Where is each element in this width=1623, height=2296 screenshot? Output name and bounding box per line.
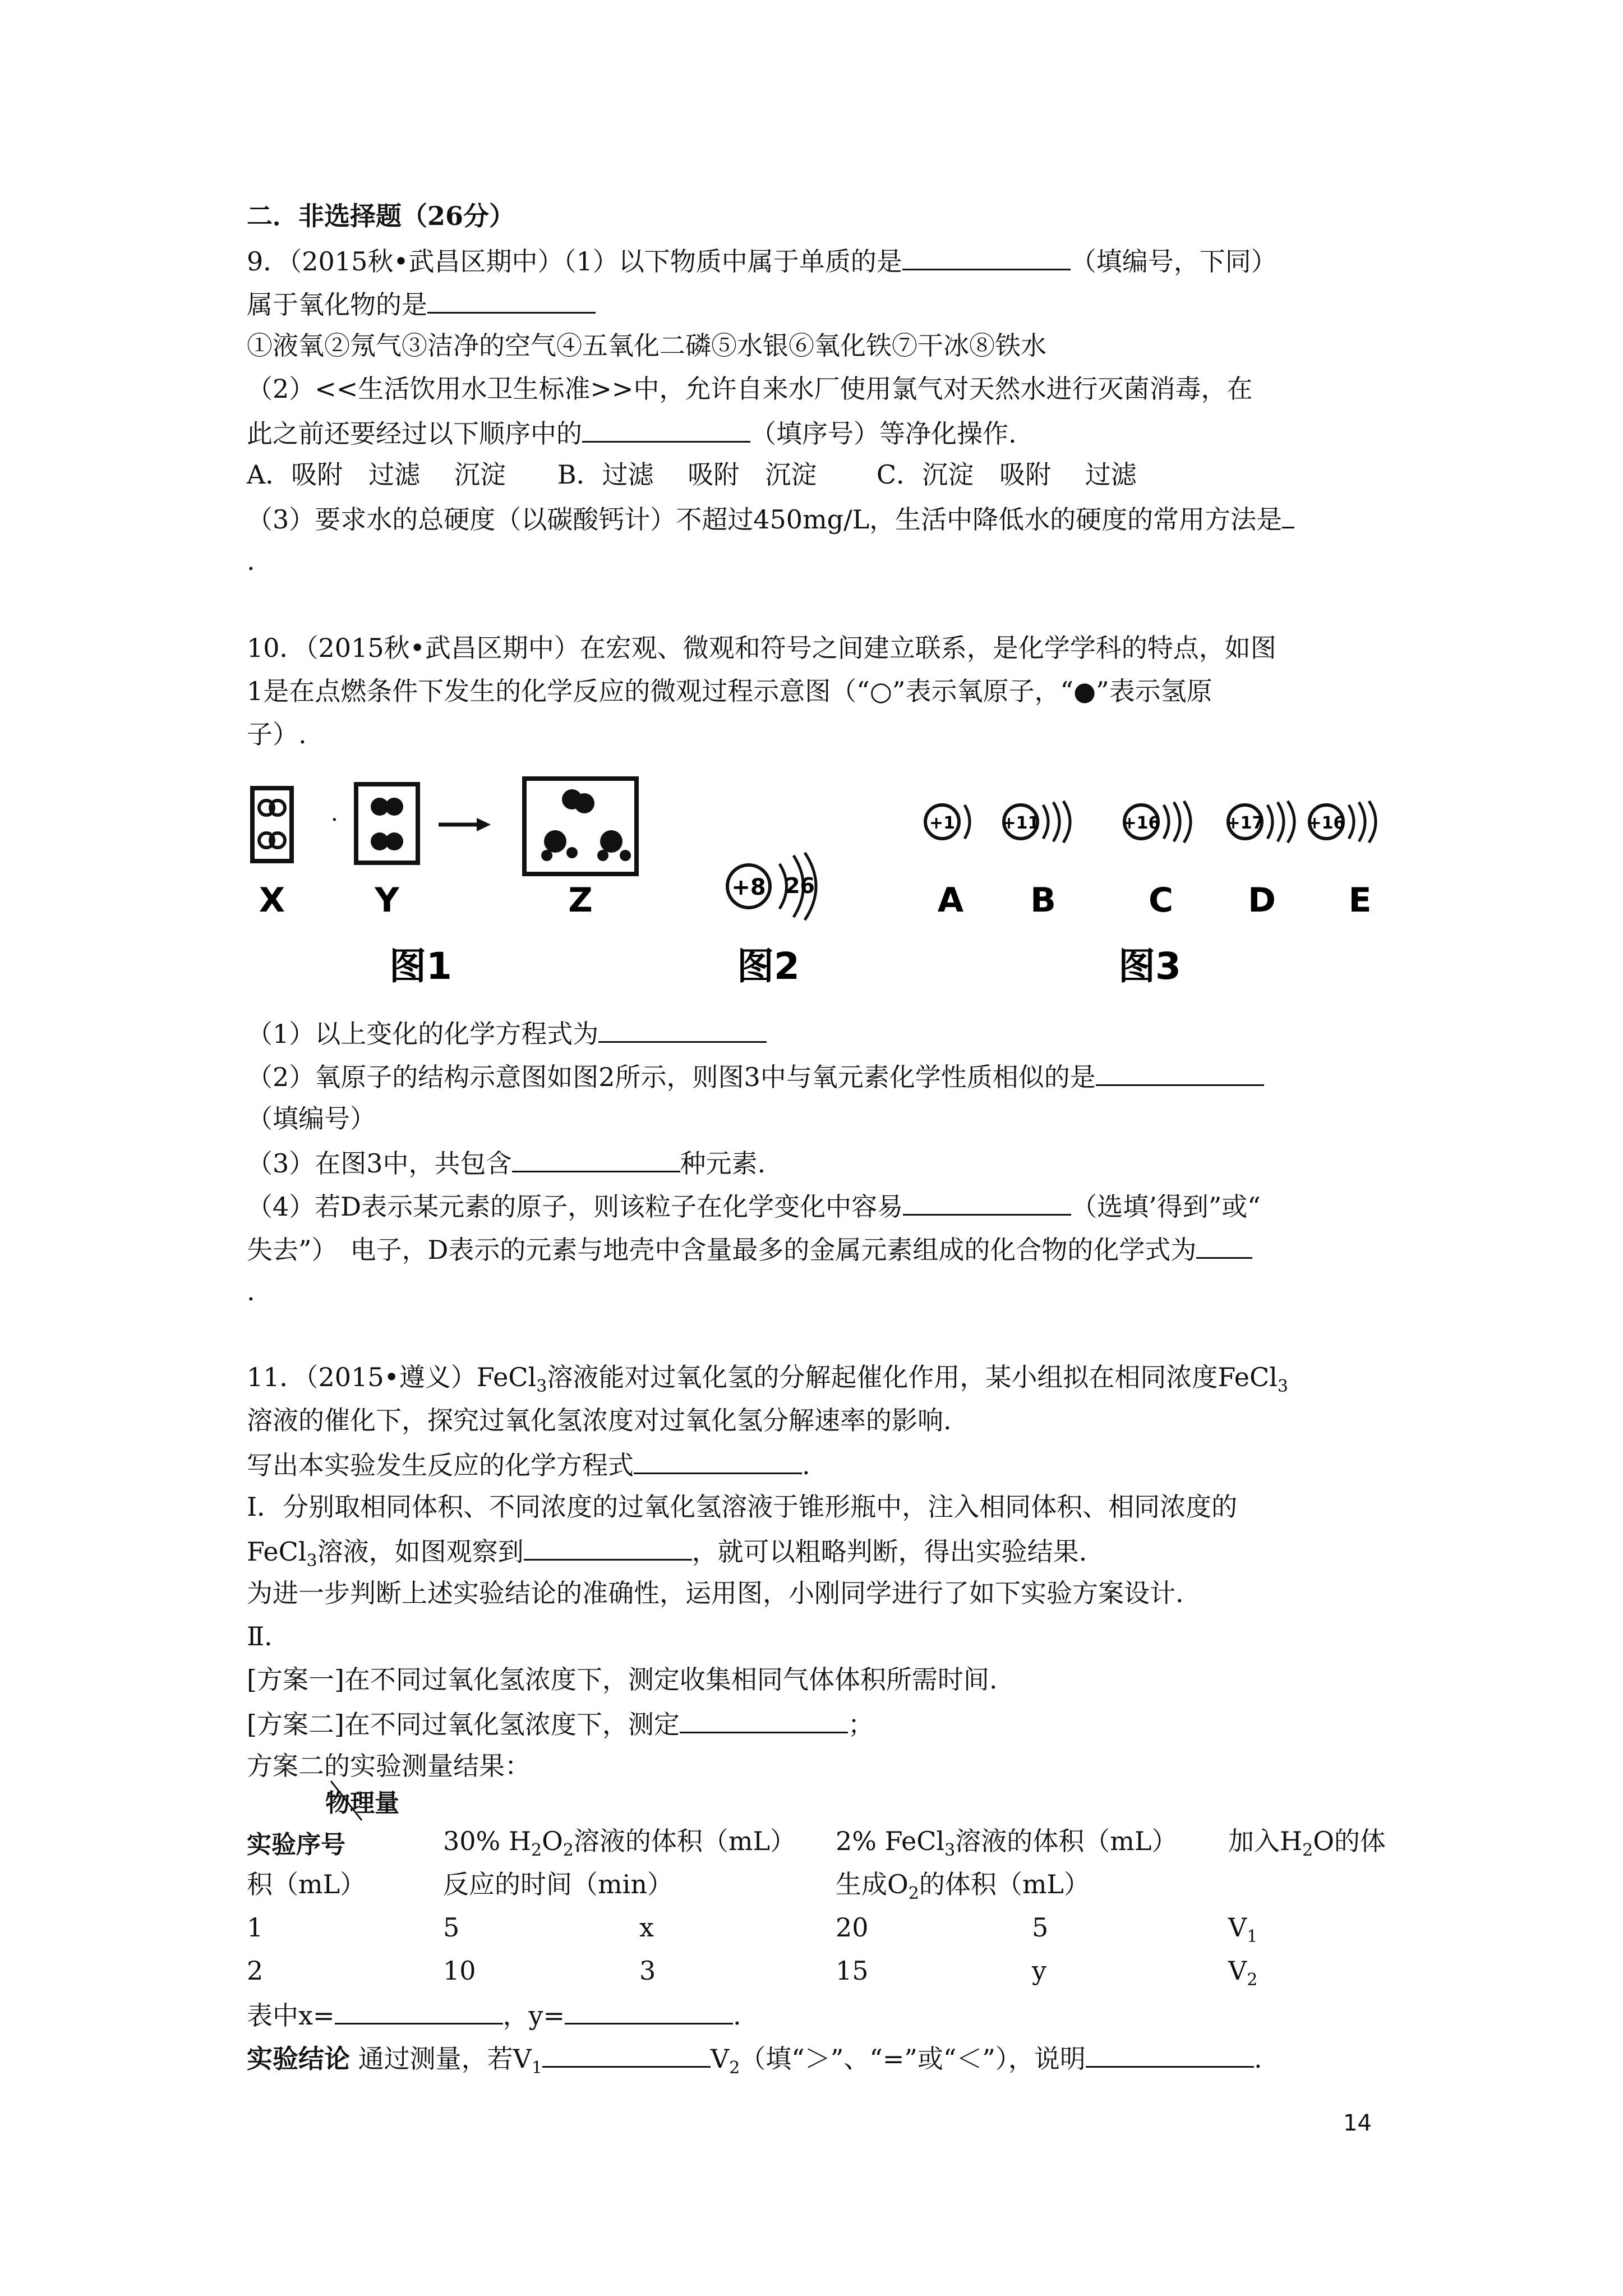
table-cell: 5 (443, 1912, 460, 1943)
table-cell: 5 (1032, 1912, 1049, 1943)
figure-2-caption: 图2 (737, 945, 800, 988)
q10-sub-1: （1）以上变化的化学方程式为 (247, 1015, 767, 1051)
table-header-fecl3: 2% FeCl$_3$溶液的体积（mL） (836, 1826, 1178, 1861)
q9-line-7: （3）要求水的总硬度（以碳酸钙计）不超过450mg/L，生活中降低水的硬度的常用方法是 (247, 501, 1294, 536)
q11-line-7: Ⅱ． (247, 1621, 291, 1651)
table-header-water: 加入$H_2O$的体 (1228, 1826, 1386, 1861)
table-cell: y (1032, 1955, 1046, 1986)
reaction-arrow-icon (439, 818, 491, 831)
atom-e-nucleus: +16 (1307, 813, 1345, 833)
table-cell: 20 (836, 1912, 869, 1943)
answer-blank[interactable] (1086, 2040, 1254, 2068)
table-corner-bottom-label: 实验序号 (247, 1830, 345, 1859)
answer-blank[interactable] (1096, 1059, 1264, 1086)
figure-3-caption: 图3 (1118, 945, 1181, 988)
table-corner-top-label: 物理量 (325, 1789, 399, 1818)
section-title: 二．非选择题（26分） (247, 201, 515, 231)
answer-blank[interactable] (902, 243, 1071, 270)
plus-dot: · (331, 807, 338, 833)
answer-blank[interactable] (903, 1188, 1071, 1216)
label-y: Y (375, 881, 399, 920)
q9-line-4: （2）<<生活饮用水卫生标准>>中，允许自来水厂使用氯气对天然水进行灭菌消毒，在 (247, 374, 1253, 404)
table-cell: 2 (247, 1955, 264, 1986)
figure-1-caption: 图1 (389, 945, 452, 988)
q10-line-2: 1是在点燃条件下发生的化学反应的微观过程示意图（“○”表示氧原子，“●”表示氢原 (247, 676, 1212, 706)
answer-blank[interactable] (542, 2040, 711, 2068)
oxygen-nucleus-label: +8 (731, 875, 766, 900)
q9-line-8: . (247, 546, 255, 576)
answer-blank[interactable] (680, 1706, 848, 1733)
q10-line-1: 10．（2015秋•武昌区期中）在宏观、微观和符号之间建立联系，是化学学科的特点，如图 (247, 633, 1276, 663)
q10-sub-3: （3）在图3中，共包含 种元素. (247, 1145, 766, 1180)
q11-line-10: 方案二的实验测量结果： (247, 1751, 531, 1781)
label-d: D (1248, 881, 1276, 920)
table-cell: 15 (836, 1955, 869, 1986)
q11-line-6: 为进一步判断上述实验结论的准确性，运用图，小刚同学进行了如下实验方案设计. (247, 1578, 1184, 1608)
answer-blank[interactable] (598, 1015, 767, 1043)
answer-blank[interactable] (524, 1533, 692, 1561)
atom-c-nucleus: +16 (1122, 813, 1160, 833)
q9-line-6: A．吸附 过滤 沉淀 B．过滤 吸附 沉淀 C．沉淀 吸附 过滤 (247, 459, 1137, 490)
table-header-o2: 生成$O_2$的体积（mL） (836, 1869, 1090, 1904)
table-cell: 10 (443, 1955, 476, 1986)
atom-diagrams-figure (241, 769, 1396, 999)
q11-line-5: FeCl$_3$溶液，如图观察到 ，就可以粗略判断，得出实验结果. (247, 1533, 1087, 1568)
q11-line-8: [方案一]在不同过氧化氢浓度下，测定收集相同气体体积所需时间. (247, 1664, 998, 1695)
q10-sub-2: （2）氧原子的结构示意图如图2所示，则图3中与氧元素化学性质相似的是 (247, 1059, 1264, 1094)
table-header-volume: 积（mL） (247, 1869, 366, 1899)
q10-sub-5: 失去”） 电子，D表示的元素与地壳中含量最多的金属元素组成的化合物的化学式为 (247, 1231, 1252, 1267)
label-b: B (1030, 881, 1056, 920)
q10-sub-2b: （填编号） (247, 1103, 376, 1134)
atom-b-nucleus: +11 (1002, 813, 1040, 833)
label-c: C (1148, 881, 1174, 920)
answer-blank[interactable] (634, 1447, 802, 1474)
page-number: 14 (1343, 2110, 1372, 2136)
q11-line-9: [方案二]在不同过氧化氢浓度下，测定 ； (247, 1706, 874, 1741)
label-x: X (259, 881, 285, 920)
table-cell: 3 (639, 1955, 656, 1986)
q10-sub-6: . (247, 1276, 255, 1306)
q9-line-5: 此之前还要经过以下顺序中的 （填序号）等净化操作. (247, 415, 1017, 450)
answer-blank[interactable] (335, 1997, 503, 2024)
table-header-time: 反应的时间（min） (443, 1869, 673, 1899)
label-z: Z (568, 881, 593, 920)
q11-line-11: 表中x= ，y= . (247, 1997, 741, 2032)
table-cell: x (639, 1912, 654, 1943)
molecule-x-box (252, 788, 292, 861)
q9-line-2: 属于氧化物的是 (247, 286, 596, 321)
answer-blank[interactable] (582, 415, 750, 443)
answer-blank[interactable] (1282, 501, 1294, 528)
q10-line-3: 子）. (247, 719, 307, 749)
q11-line-4: Ⅰ．分别取相同体积、不同浓度的过氧化氢溶液于锥形瓶中，注入相同体积、相同浓度的 (247, 1492, 1238, 1522)
table-cell: $V_1$ (1228, 1912, 1258, 1947)
oxygen-shell-label: 26 (785, 873, 815, 898)
molecule-z-box (524, 779, 637, 874)
answer-blank[interactable] (427, 286, 596, 314)
q9-line-3: ①液氧②氖气③洁净的空气④五氧化二磷⑤水银⑥氧化铁⑦干冰⑧铁水 (247, 330, 1046, 361)
label-a: A (937, 881, 964, 920)
q11-line-3: 写出本实验发生反应的化学方程式 . (247, 1447, 810, 1482)
q11-line-1: 11．（2015•遵义）FeCl$_3$溶液能对过氧化氢的分解起催化作用，某小组拟在相同浓度FeCl$_3$ (247, 1362, 1288, 1397)
table-cell: $V_2$ (1228, 1955, 1258, 1990)
q11-line-2: 溶液的催化下，探究过氧化氢浓度对过氧化氢分解速率的影响. (247, 1405, 952, 1435)
q10-sub-4: （4）若D表示某元素的原子，则该粒子在化学变化中容易 （选填’得到”或“ (247, 1188, 1261, 1223)
atom-a-nucleus: +1 (929, 813, 956, 833)
q11-line-12: 实验结论 通过测量，若$V_1$ $V_2$（填“＞”、“=”或“＜”），说明 . (247, 2040, 1262, 2076)
table-cell: 1 (247, 1912, 264, 1943)
answer-blank[interactable] (512, 1145, 680, 1172)
label-e: E (1348, 881, 1372, 920)
atom-d-nucleus: +17 (1226, 813, 1264, 833)
answer-blank[interactable] (1196, 1231, 1252, 1259)
q9-line-1: 9．（2015秋•武昌区期中）（1）以下物质中属于单质的是 （填编号，下同） (247, 243, 1277, 278)
answer-blank[interactable] (565, 1997, 733, 2024)
table-header-h2o2: 30% $H_2O_2$溶液的体积（mL） (443, 1826, 796, 1861)
molecule-y-box (356, 784, 418, 863)
